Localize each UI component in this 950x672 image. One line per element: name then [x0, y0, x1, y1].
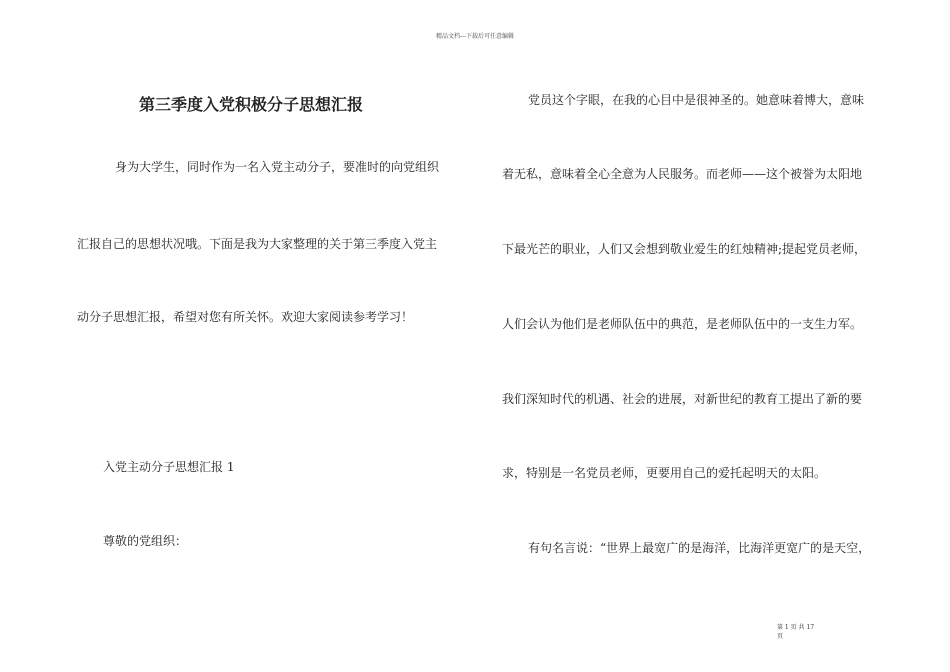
intro-line-3: 动分子思想汇报，希望对您有所关怀。欢迎大家阅读参考学习！ [77, 310, 414, 324]
page-number-line-2: 页 [777, 633, 784, 640]
intro-line-1: 身为大学生，同时作为一名入党主动分子，要准时的向党组织 [115, 160, 440, 174]
body-line-7: 有句名言说：“世界上最宽广的是海洋，比海洋更宽广的是天空， [528, 541, 871, 555]
page-number-line-1: 第 1 页 共 17 [777, 624, 815, 631]
body-line-4: 人们会认为他们是老师队伍中的典范，是老师队伍中的一支生力军。 [502, 317, 863, 331]
body-line-6: 求，特别是一名党员老师，更要用自己的爱托起明天的太阳。 [502, 466, 827, 480]
right-column [475, 0, 950, 672]
body-line-2: 着无私，意味着全心全意为人民服务。而老师——这个被誉为太阳地 [502, 167, 863, 181]
body-line-3: 下最光芒的职业，人们又会想到敬业爱生的红烛精神;提起党员老师， [502, 242, 867, 256]
salutation: 尊敬的党组织： [103, 534, 188, 548]
body-line-5: 我们深知时代的机遇、社会的进展，对新世纪的教育工提出了新的要 [502, 392, 863, 406]
page-header: 精品文档---下载后可任意编辑 [435, 33, 515, 40]
intro-line-2: 汇报自己的思想状况哦。下面是我为大家整理的关于第三季度入党主 [77, 237, 438, 251]
section-heading: 入党主动分子思想汇报 1 [103, 460, 235, 474]
body-line-1: 党员这个字眼，在我的心目中是很神圣的。她意味着博大，意味 [528, 93, 865, 107]
page-number [777, 623, 847, 641]
document-title: 第三季度入党积极分子思想汇报 [139, 95, 364, 114]
